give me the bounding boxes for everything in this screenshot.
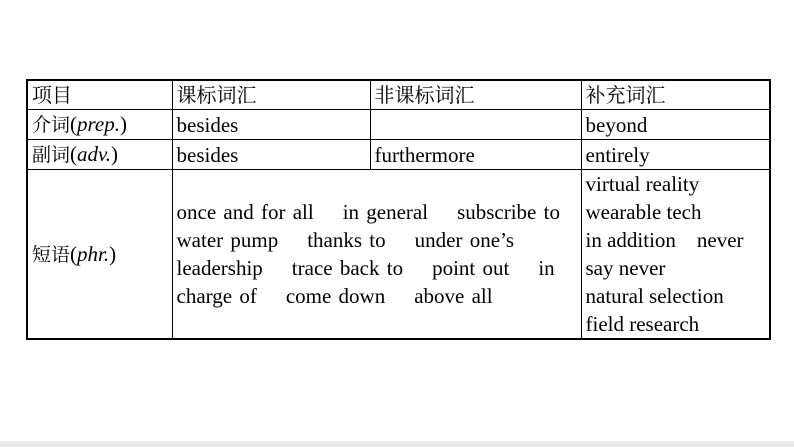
curriculum-cell: besides: [172, 140, 370, 170]
category-zh: 副词: [32, 144, 71, 166]
supplementary-cell: beyond: [581, 110, 770, 140]
supplementary-phrase-line: in addition never: [585, 228, 744, 252]
vocabulary-table: [26, 79, 771, 340]
supplementary-phrases-cell: [581, 170, 770, 340]
header-supplementary: 补充词汇: [581, 80, 770, 110]
category-cell: 副词(adv.): [27, 140, 172, 170]
header-non-curriculum: 非课标词汇: [370, 80, 581, 110]
header-curriculum: 课标词汇: [172, 80, 370, 110]
table-row: [27, 140, 770, 170]
supplementary-cell: entirely: [581, 140, 770, 170]
category-zh: 介词: [32, 114, 71, 136]
table-row: [27, 170, 770, 340]
category-zh: 短语: [32, 243, 71, 266]
phrases-text: once and for all in general subscribe to water pump thanks to under one’s leadership trace back to point out in charge of come down above all: [176, 200, 589, 308]
header-row: [27, 80, 770, 110]
supplementary-phrase-line: wearable tech: [585, 200, 702, 224]
footer-divider: [0, 441, 794, 447]
supplementary-phrase-line: virtual reality: [585, 172, 700, 196]
category-en: adv.: [77, 142, 112, 166]
supplementary-phrase-line: field research: [585, 312, 700, 336]
category-en: phr.: [77, 241, 110, 266]
header-item: 项目: [27, 80, 172, 110]
supplementary-phrase-line: say never: [585, 256, 666, 280]
category-cell: 介词(prep.): [27, 110, 172, 140]
phrases-cell: [172, 170, 589, 340]
category-cell: 短语(phr.): [27, 170, 172, 340]
curriculum-cell: besides: [172, 110, 370, 140]
category-en: prep.: [77, 112, 120, 136]
non-curriculum-cell: furthermore: [370, 140, 581, 170]
table-row: [27, 110, 770, 140]
supplementary-phrases: [586, 170, 766, 338]
non-curriculum-cell: [370, 110, 581, 140]
supplementary-phrase-line: natural selection: [585, 284, 724, 308]
